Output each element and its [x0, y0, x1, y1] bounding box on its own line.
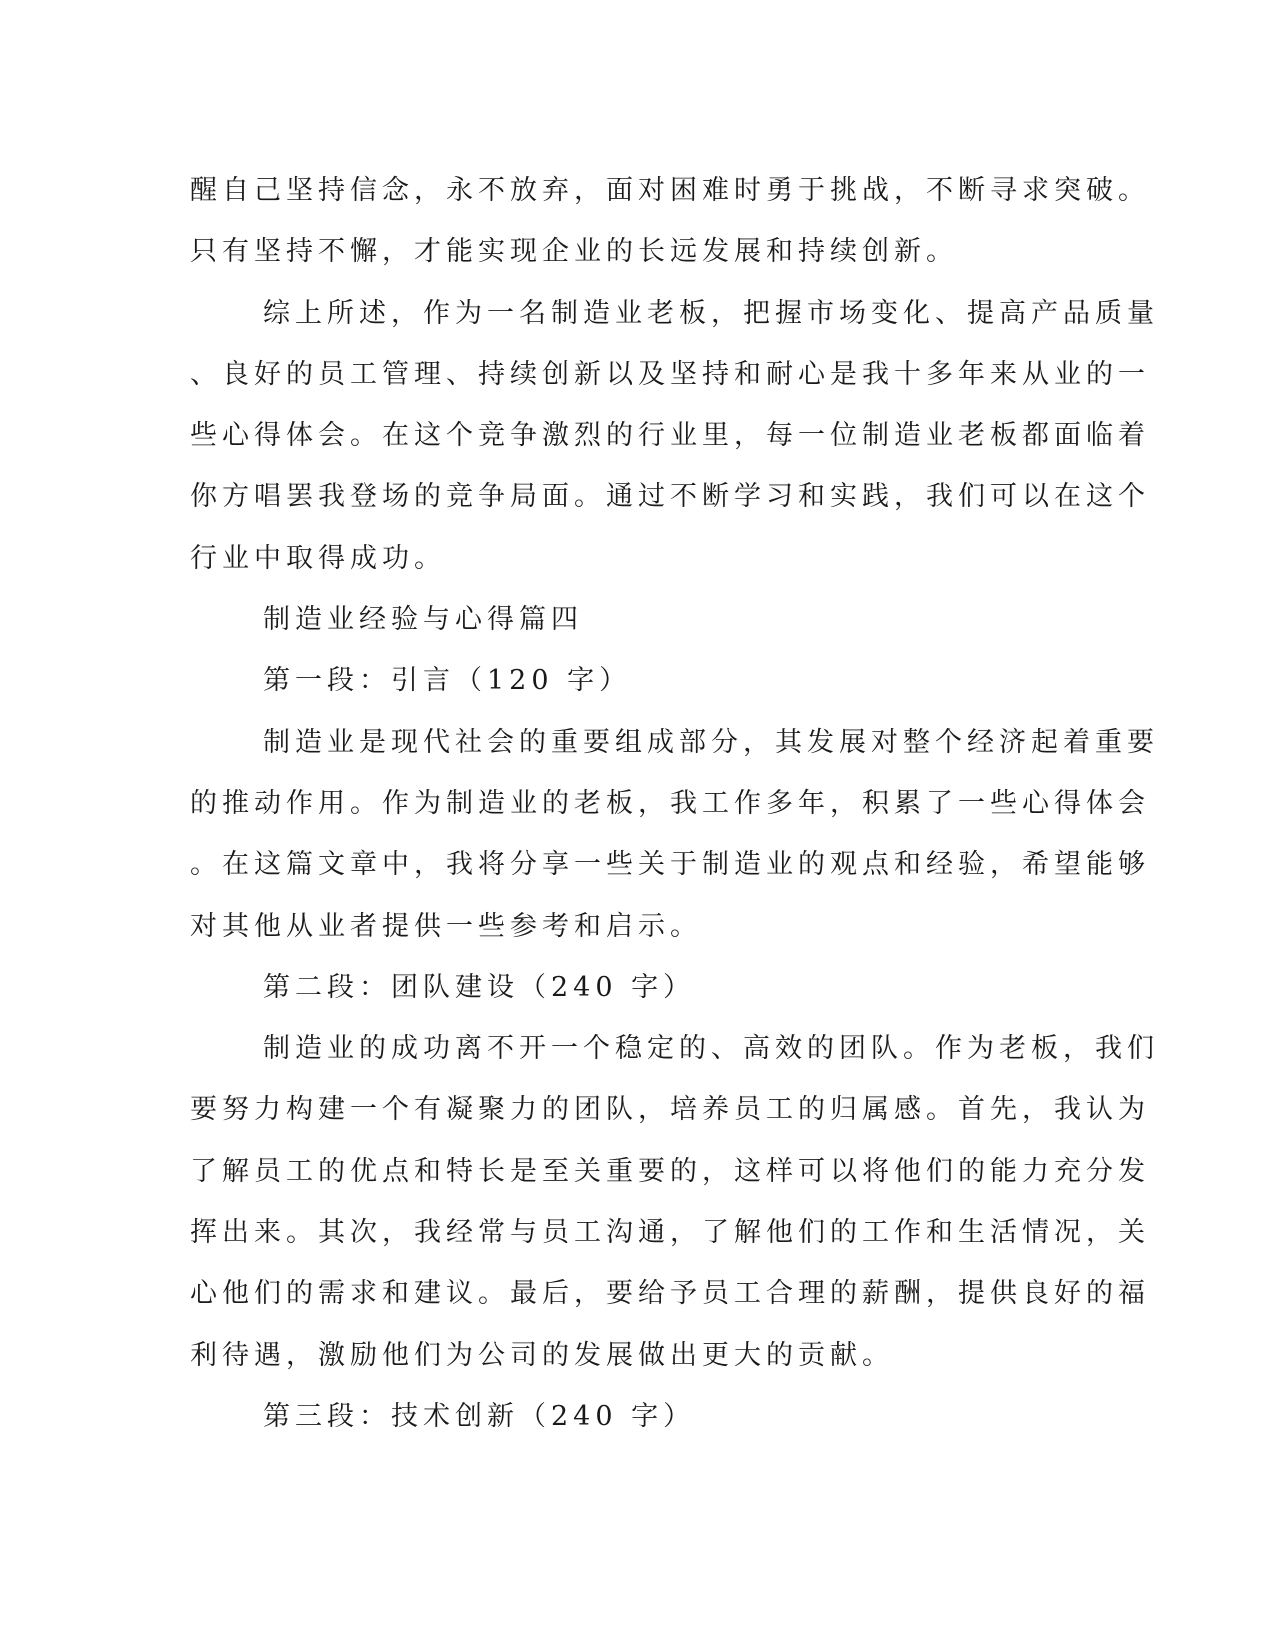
text-line: 制造业是现代社会的重要组成部分，其发展对整个经济起着重要	[263, 726, 1159, 758]
text-line: 醒自己坚持信念，永不放弃，面对困难时勇于挑战，不断寻求突破。	[190, 175, 1150, 206]
paragraph-heading: 第二段：团队建设（240 字）	[263, 971, 696, 1003]
document-body	[190, 160, 1159, 1447]
text-line: 挥出来。其次，我经常与员工沟通，了解他们的工作和生活情况，关	[190, 1217, 1150, 1249]
text-line: 综上所述，作为一名制造业老板，把握市场变化、提高产品质量	[263, 297, 1159, 329]
text-line: 心他们的需求和建议。最后，要给予员工合理的薪酬，提供良好的福	[190, 1278, 1150, 1310]
text-line: 些心得体会。在这个竞争激烈的行业里，每一位制造业老板都面临着	[190, 420, 1150, 452]
section-title: 制造业经验与心得篇四	[263, 604, 583, 636]
text-line: 制造业的成功离不开一个稳定的、高效的团队。作为老板，我们	[263, 1033, 1159, 1065]
paragraph-heading: 第三段：技术创新（240 字）	[263, 1400, 696, 1432]
text-line: 、良好的员工管理、持续创新以及坚持和耐心是我十多年来从业的一	[190, 358, 1150, 390]
text-line: 行业中取得成功。	[190, 542, 446, 574]
text-line: 要努力构建一个有凝聚力的团队，培养员工的归属感。首先，我认为	[190, 1094, 1150, 1126]
text-line: 。在这篇文章中，我将分享一些关于制造业的观点和经验，希望能够	[190, 849, 1150, 881]
text-line: 了解员工的优点和特长是至关重要的，这样可以将他们的能力充分发	[190, 1155, 1150, 1187]
text-line: 利待遇，激励他们为公司的发展做出更大的贡献。	[190, 1339, 894, 1371]
text-line: 的推动作用。作为制造业的老板，我工作多年，积累了一些心得体会	[190, 787, 1150, 819]
text-line: 只有坚持不懈，才能实现企业的长远发展和持续创新。	[190, 236, 958, 268]
text-line: 你方唱罢我登场的竞争局面。通过不断学习和实践，我们可以在这个	[190, 481, 1150, 513]
text-line: 对其他从业者提供一些参考和启示。	[190, 910, 702, 942]
paragraph-heading: 第一段：引言（120 字）	[263, 665, 632, 697]
